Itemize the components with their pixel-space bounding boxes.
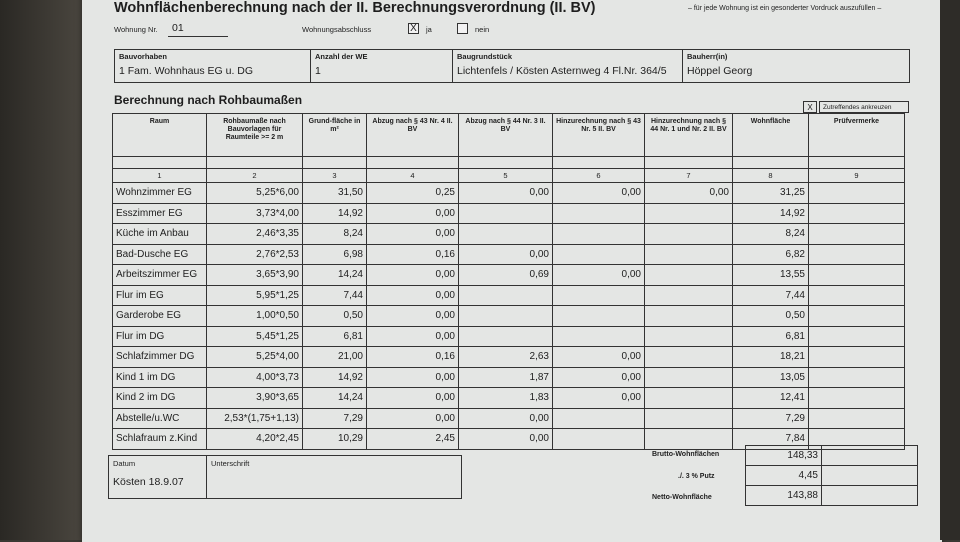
- wohnflaeche-cell[interactable]: 12,41: [733, 388, 809, 409]
- pruefvermerk-cell[interactable]: [809, 285, 905, 306]
- raum-cell[interactable]: Arbeitszimmer EG: [113, 265, 207, 286]
- wohnung-label: Wohnung Nr.: [114, 25, 158, 34]
- grundflaeche-cell[interactable]: 14,24: [303, 388, 367, 409]
- unterschrift-label: Unterschrift: [211, 459, 250, 468]
- wohnflaeche-cell[interactable]: 13,55: [733, 265, 809, 286]
- column-number: 3: [303, 169, 367, 183]
- netto-row: [746, 486, 918, 506]
- raum-cell[interactable]: Flur im DG: [113, 326, 207, 347]
- abzug-43-cell[interactable]: 2,45: [367, 429, 459, 450]
- hinzu-44-cell[interactable]: [645, 388, 733, 409]
- column-number: 2: [207, 169, 303, 183]
- abzug-44-cell[interactable]: 0,00: [459, 408, 553, 429]
- raum-cell[interactable]: Schlafraum z.Kind: [113, 429, 207, 450]
- raum-cell[interactable]: Esszimmer EG: [113, 203, 207, 224]
- wohnflaeche-cell[interactable]: 6,81: [733, 326, 809, 347]
- col-header-grundflaeche: Grund-fläche in m²: [303, 114, 367, 157]
- abzug-44-cell[interactable]: [459, 326, 553, 347]
- raum-cell[interactable]: Wohnzimmer EG: [113, 183, 207, 204]
- rohbaumass-cell[interactable]: 2,76*2,53: [207, 244, 303, 265]
- grundflaeche-cell[interactable]: 21,00: [303, 347, 367, 368]
- netto-pruef[interactable]: [822, 486, 918, 506]
- abzug-43-cell[interactable]: 0,00: [367, 388, 459, 409]
- grundflaeche-cell[interactable]: 7,29: [303, 408, 367, 429]
- table-row: [113, 347, 905, 368]
- background-left: [0, 0, 82, 540]
- abschluss-ja-label: ja: [426, 25, 432, 34]
- pruefvermerk-cell[interactable]: [809, 326, 905, 347]
- col-header-raum: Raum: [113, 114, 207, 157]
- brutto-row: [746, 446, 918, 466]
- pruefvermerk-cell[interactable]: [809, 265, 905, 286]
- pruefvermerk-cell[interactable]: [809, 183, 905, 204]
- hinzu-43-cell[interactable]: 0,00: [553, 347, 645, 368]
- column-number: 8: [733, 169, 809, 183]
- raum-cell[interactable]: Flur im EG: [113, 285, 207, 306]
- bauherr-label: Bauherr(in): [687, 52, 728, 61]
- table-row: [113, 285, 905, 306]
- hinzu-43-cell[interactable]: [553, 285, 645, 306]
- wohnung-number[interactable]: 01: [168, 22, 228, 37]
- grundflaeche-cell[interactable]: 7,44: [303, 285, 367, 306]
- grundflaeche-cell[interactable]: 14,24: [303, 265, 367, 286]
- rohbaumass-cell[interactable]: 5,95*1,25: [207, 285, 303, 306]
- column-number: 6: [553, 169, 645, 183]
- raum-cell[interactable]: Bad-Dusche EG: [113, 244, 207, 265]
- hinzu-44-cell[interactable]: [645, 265, 733, 286]
- rohbaumass-cell[interactable]: 1,00*0,50: [207, 306, 303, 327]
- wohnflaeche-cell[interactable]: 31,25: [733, 183, 809, 204]
- grundstueck-label: Baugrundstück: [457, 52, 513, 61]
- anzahl-value[interactable]: 1: [315, 65, 321, 77]
- abzug-43-cell[interactable]: 0,00: [367, 203, 459, 224]
- abzug-44-cell[interactable]: [459, 306, 553, 327]
- hinzu-43-cell[interactable]: 0,00: [553, 367, 645, 388]
- grundflaeche-cell[interactable]: 14,92: [303, 367, 367, 388]
- hinzu-43-cell[interactable]: [553, 203, 645, 224]
- table-row: [113, 265, 905, 286]
- column-number: 7: [645, 169, 733, 183]
- rohbaumass-cell[interactable]: 3,73*4,00: [207, 203, 303, 224]
- pruefvermerk-cell[interactable]: [809, 347, 905, 368]
- hinzu-44-cell[interactable]: [645, 203, 733, 224]
- grundflaeche-cell[interactable]: 8,24: [303, 224, 367, 245]
- table-header-row: [113, 114, 905, 157]
- abzug-43-cell[interactable]: 0,00: [367, 306, 459, 327]
- zutreffend-mark[interactable]: X: [803, 101, 817, 113]
- grundflaeche-cell[interactable]: 0,50: [303, 306, 367, 327]
- hinzu-43-cell[interactable]: [553, 244, 645, 265]
- background-right: [940, 0, 960, 540]
- rohbaumass-cell[interactable]: 3,65*3,90: [207, 265, 303, 286]
- grundflaeche-cell[interactable]: 14,92: [303, 203, 367, 224]
- rohbaumass-cell[interactable]: 2,53*(1,75+1,13): [207, 408, 303, 429]
- wohnflaeche-cell[interactable]: 14,92: [733, 203, 809, 224]
- abzug-44-cell[interactable]: [459, 224, 553, 245]
- table-row: [113, 203, 905, 224]
- pruefvermerk-cell[interactable]: [809, 367, 905, 388]
- pruefvermerk-cell[interactable]: [809, 244, 905, 265]
- abzug-44-cell[interactable]: 1,83: [459, 388, 553, 409]
- table-row: [113, 306, 905, 327]
- hinzu-43-cell[interactable]: [553, 224, 645, 245]
- bauherr-value[interactable]: Höppel Georg: [687, 65, 753, 77]
- abschluss-label: Wohnungsabschluss: [302, 25, 372, 34]
- col-header-hinzu-44: Hinzurechnung nach § 44 Nr. 1 und Nr. 2 II. BV: [645, 114, 733, 157]
- grundstueck-cell: [453, 50, 683, 83]
- putz-value[interactable]: 4,45: [746, 466, 822, 486]
- anzahl-cell: [311, 50, 453, 83]
- column-number: 1: [113, 169, 207, 183]
- grundflaeche-cell[interactable]: 6,81: [303, 326, 367, 347]
- hinzu-43-cell[interactable]: [553, 408, 645, 429]
- abschluss-ja-checkbox[interactable]: X: [408, 23, 419, 34]
- raum-cell[interactable]: Kind 2 im DG: [113, 388, 207, 409]
- netto-value[interactable]: 143,88: [746, 486, 822, 506]
- raum-cell[interactable]: Abstelle/u.WC: [113, 408, 207, 429]
- datum-cell: [109, 456, 207, 498]
- abzug-44-cell[interactable]: 0,69: [459, 265, 553, 286]
- col-header-rohbaumasse: Rohbaumaße nach Bauvorlagen für Raumteile >= 2 m: [207, 114, 303, 157]
- wohnflaeche-cell[interactable]: 13,05: [733, 367, 809, 388]
- pruefvermerk-cell[interactable]: [809, 224, 905, 245]
- abschluss-nein-label: nein: [475, 25, 490, 34]
- grundstueck-value[interactable]: Lichtenfels / Kösten Asternweg 4 Fl.Nr. 364/5: [457, 65, 667, 77]
- col-header-wohnflaeche: Wohnfläche: [733, 114, 809, 157]
- signature-box: [108, 455, 462, 499]
- anzahl-label: Anzahl der WE: [315, 52, 368, 61]
- wohnflaeche-cell[interactable]: 8,24: [733, 224, 809, 245]
- wohnflaeche-cell[interactable]: 0,50: [733, 306, 809, 327]
- hinzu-43-cell[interactable]: 0,00: [553, 388, 645, 409]
- col-header-abzug-44: Abzug nach § 44 Nr. 3 II. BV: [459, 114, 553, 157]
- hinzu-44-cell[interactable]: [645, 408, 733, 429]
- rohbaumass-cell[interactable]: 2,46*3,35: [207, 224, 303, 245]
- abzug-43-cell[interactable]: 0,16: [367, 347, 459, 368]
- abschluss-nein-checkbox[interactable]: [457, 23, 468, 34]
- abzug-44-cell[interactable]: 0,00: [459, 244, 553, 265]
- abzug-44-cell[interactable]: [459, 285, 553, 306]
- datum-value[interactable]: Kösten 18.9.07: [113, 476, 184, 488]
- zutreffend-label: Zutreffendes ankreuzen: [819, 101, 909, 113]
- pruefvermerk-cell[interactable]: [809, 408, 905, 429]
- abzug-43-cell[interactable]: 0,25: [367, 183, 459, 204]
- hinzu-43-cell[interactable]: [553, 306, 645, 327]
- abzug-43-cell[interactable]: 0,00: [367, 265, 459, 286]
- abzug-44-cell[interactable]: 1,87: [459, 367, 553, 388]
- abzug-43-cell[interactable]: 0,00: [367, 367, 459, 388]
- abzug-43-cell[interactable]: 0,00: [367, 408, 459, 429]
- rohbaumass-cell[interactable]: 4,00*3,73: [207, 367, 303, 388]
- hinzu-43-cell[interactable]: [553, 326, 645, 347]
- table-body: [113, 183, 905, 450]
- bauvorhaben-cell: [115, 50, 311, 83]
- abzug-43-cell[interactable]: 0,00: [367, 326, 459, 347]
- abzug-44-cell[interactable]: [459, 203, 553, 224]
- table-row: [113, 326, 905, 347]
- table-subheader-row: [113, 157, 905, 169]
- column-number: 4: [367, 169, 459, 183]
- wohnflaeche-cell[interactable]: 7,84: [733, 429, 809, 450]
- netto-label: Netto-Wohnfläche: [652, 494, 712, 501]
- column-number: 9: [809, 169, 905, 183]
- rohbaumass-cell[interactable]: 5,25*6,00: [207, 183, 303, 204]
- table-row: [113, 244, 905, 265]
- col-header-pruefvermerke: Prüfvermerke: [809, 114, 905, 157]
- grundflaeche-cell[interactable]: 31,50: [303, 183, 367, 204]
- grundflaeche-cell[interactable]: 6,98: [303, 244, 367, 265]
- pruefvermerk-cell[interactable]: [809, 388, 905, 409]
- datum-label: Datum: [113, 459, 136, 468]
- totals-table: [745, 445, 918, 506]
- brutto-value[interactable]: 148,33: [746, 446, 822, 466]
- grundflaeche-cell[interactable]: 10,29: [303, 429, 367, 450]
- putz-pruef[interactable]: [822, 466, 918, 486]
- rohbaumass-cell[interactable]: 5,45*1,25: [207, 326, 303, 347]
- raum-cell[interactable]: Schlafzimmer DG: [113, 347, 207, 368]
- raum-cell[interactable]: Kind 1 im DG: [113, 367, 207, 388]
- wohnflaeche-cell[interactable]: 7,44: [733, 285, 809, 306]
- abzug-43-cell[interactable]: 0,00: [367, 224, 459, 245]
- pruefvermerk-cell[interactable]: [809, 203, 905, 224]
- table-row: [113, 408, 905, 429]
- abzug-44-cell[interactable]: 2,63: [459, 347, 553, 368]
- putz-label: ./. 3 % Putz: [678, 473, 715, 480]
- abzug-43-cell[interactable]: 0,00: [367, 285, 459, 306]
- brutto-label: Brutto-Wohnflächen: [652, 451, 720, 458]
- abzug-44-cell[interactable]: 0,00: [459, 183, 553, 204]
- form-note: – für jede Wohnung ist ein gesonderter Vordruck auszufüllen –: [688, 5, 882, 12]
- rohbaumass-cell[interactable]: 4,20*2,45: [207, 429, 303, 450]
- project-info-box: [114, 49, 910, 83]
- hinzu-44-cell[interactable]: [645, 224, 733, 245]
- hinzu-44-cell[interactable]: [645, 306, 733, 327]
- table-row: [113, 367, 905, 388]
- bauvorhaben-label: Bauvorhaben: [119, 52, 167, 61]
- raum-cell[interactable]: Küche im Anbau: [113, 224, 207, 245]
- hinzu-43-cell[interactable]: 0,00: [553, 183, 645, 204]
- hinzu-43-cell[interactable]: 0,00: [553, 265, 645, 286]
- rohbaumass-cell[interactable]: 5,25*4,00: [207, 347, 303, 368]
- wohnflaeche-cell[interactable]: 18,21: [733, 347, 809, 368]
- col-header-abzug-43: Abzug nach § 43 Nr. 4 II. BV: [367, 114, 459, 157]
- wohnflaeche-cell[interactable]: 7,29: [733, 408, 809, 429]
- area-table: [112, 113, 905, 450]
- brutto-pruef[interactable]: [822, 446, 918, 466]
- hinzu-44-cell[interactable]: [645, 429, 733, 450]
- hinzu-44-cell[interactable]: [645, 326, 733, 347]
- rohbaumass-cell[interactable]: 3,90*3,65: [207, 388, 303, 409]
- hinzu-43-cell[interactable]: [553, 429, 645, 450]
- col-header-hinzu-43: Hinzurechnung nach § 43 Nr. 5 II. BV: [553, 114, 645, 157]
- putz-row: [746, 466, 918, 486]
- column-number-row: [113, 169, 905, 183]
- abzug-44-cell[interactable]: 0,00: [459, 429, 553, 450]
- table-row: [113, 388, 905, 409]
- hinzu-44-cell[interactable]: [645, 367, 733, 388]
- abzug-43-cell[interactable]: 0,16: [367, 244, 459, 265]
- wohnflaeche-cell[interactable]: 6,82: [733, 244, 809, 265]
- column-number: 5: [459, 169, 553, 183]
- hinzu-44-cell[interactable]: 0,00: [645, 183, 733, 204]
- bauherr-cell: [683, 50, 909, 83]
- form-title: Wohnflächenberechnung nach der II. Berechnungsverordnung (II. BV): [114, 0, 596, 16]
- section-title: Berechnung nach Rohbaumaßen: [114, 93, 303, 107]
- hinzu-44-cell[interactable]: [645, 285, 733, 306]
- bauvorhaben-value[interactable]: 1 Fam. Wohnhaus EG u. DG: [119, 65, 254, 77]
- hinzu-44-cell[interactable]: [645, 244, 733, 265]
- table-row: [113, 183, 905, 204]
- table-row: [113, 224, 905, 245]
- pruefvermerk-cell[interactable]: [809, 306, 905, 327]
- raum-cell[interactable]: Garderobe EG: [113, 306, 207, 327]
- hinzu-44-cell[interactable]: [645, 347, 733, 368]
